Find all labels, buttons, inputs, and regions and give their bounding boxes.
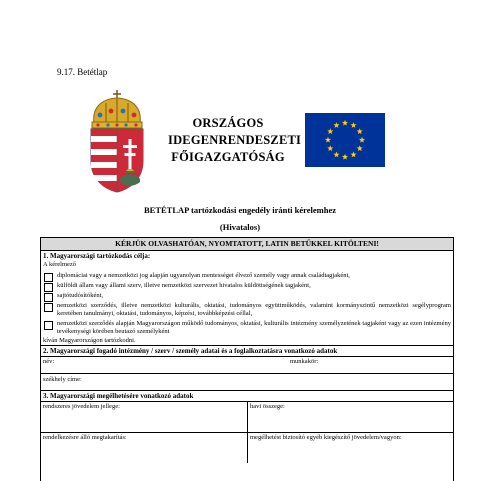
purpose-option-label: nemzetközi szerződés alapján Magyarországon működő tudományos, oktatási, kulturális intézmény személyzetének tagjaként vagy az ezen intézmény tevékenységi körében beutazó személyként [57,320,451,335]
instruction-banner: KÉRJÜK OLVASHATÓAN, NYOMTATOTT, LATIN BETŰKKEL KITÖLTENI! [41,238,453,251]
savings-label: rendelkezésre álló megtakarítás: [43,434,127,441]
income-type-label: rendszeres jövedelem jellege: [43,403,120,410]
section-3-title: 3. Magyarországi megélhetésére vonatkozó adatok [43,392,194,400]
section-1-closing: kíván Magyarországon tartózkodni. [43,337,136,344]
section-2-title: 2. Magyarországi fogadó intézmény / szerv / személy adatai és a foglalkoztatásra vonatkozó adatok [43,347,338,355]
holy-crown-icon [92,90,142,128]
purpose-option-press[interactable] [41,292,453,300]
savings-field[interactable] [41,433,247,463]
diplomatic-checkbox[interactable] [44,273,53,282]
institution-staff-checkbox[interactable] [44,321,53,330]
host-seat-address-field[interactable] [41,374,453,390]
section-1-title: 1. Magyarországi tartózkodás célja: [43,252,151,260]
monthly-amount-label: havi összege: [250,403,285,410]
form-title: BETÉTLAP tartózkodási engedély iránti kérelemhez [143,205,337,215]
agency-name-line-3: FŐIGAZGATÓSÁG [171,150,285,164]
purpose-option-label: külföldi állam vagy állami szerv, illetve nemzetközi szervezet hivatalos küldöttségének tagjaként, [57,282,311,289]
purpose-option-delegation[interactable] [41,282,453,290]
section-3 [41,391,453,463]
form-subtitle: (Hivatalos) [219,222,261,232]
other-income-label: megélhetést biztosító egyéb kiegészítő jövedelem/vagyon: [250,434,402,441]
monthly-amount-field[interactable] [247,402,453,432]
other-income-field[interactable] [247,433,453,463]
press-checkbox[interactable] [44,293,53,302]
purpose-option-institution-staff[interactable] [41,320,453,336]
section-1 [41,251,453,345]
coat-of-arms-shield-icon [91,129,143,192]
purpose-option-international-cooperation[interactable] [41,302,453,318]
section-1-intro: A kérelmező [43,261,77,268]
international-cooperation-checkbox[interactable] [44,303,53,312]
agency-name-line-1: ORSZÁGOS [192,116,264,130]
agency-name [168,115,302,166]
job-title-field[interactable] [288,357,453,373]
purpose-option-diplomatic[interactable] [41,272,453,280]
purpose-option-label: sajtótudósítóként, [57,292,104,299]
application-form [40,237,454,481]
delegation-checkbox[interactable] [44,283,53,292]
eu-flag-logo [305,113,385,167]
host-name-label: név: [43,358,55,365]
job-title-label: munkakör: [290,358,319,365]
income-type-field[interactable] [41,402,247,432]
host-seat-address-label: székhely címe: [43,376,82,383]
agency-name-line-2: IDEGENRENDESZETI [168,133,302,147]
purpose-option-label: diplomáciai vagy a nemzetközi jog alapján ugyanolyan mentességet élvező személy vagy annak családtagjaként, [57,272,350,279]
host-name-field[interactable] [41,357,288,373]
section-2 [41,346,453,390]
purpose-option-label: nemzetközi szerződés, illetve nemzetközi kulturális, oktatási, tudományos együttműködés, valamint kormányszintű nemzetközi segélyprogram keretében tanulmányi, oktatási, tudományos, képzési, továbbképzési céllal, [57,302,451,317]
hungarian-coat-of-arms-logo [86,89,148,193]
page-number: 9.17. Betétlap [57,67,108,77]
